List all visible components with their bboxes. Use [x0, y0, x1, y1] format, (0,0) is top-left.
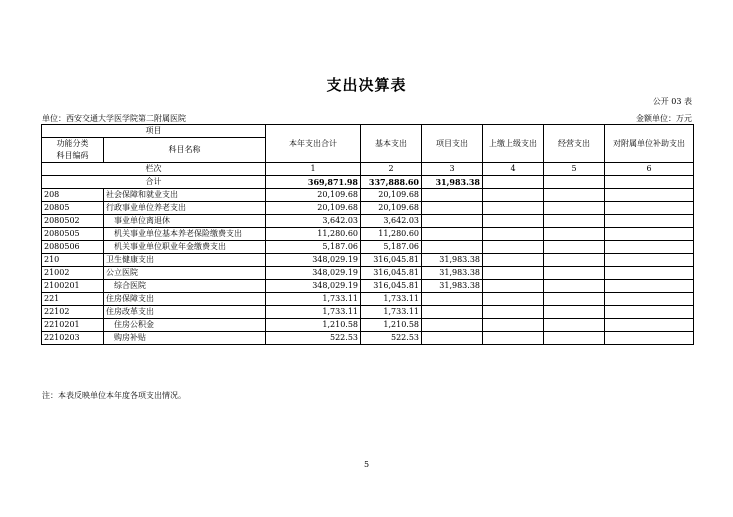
amount-cell	[422, 189, 483, 202]
subject-code: 2080502	[42, 215, 104, 228]
col-number: 6	[605, 163, 694, 176]
amount-cell: 20,109.68	[266, 202, 361, 215]
col-number: 2	[361, 163, 422, 176]
amount-cell	[544, 241, 605, 254]
table-row	[42, 215, 694, 228]
subject-code: 21002	[42, 267, 104, 280]
table-row	[42, 254, 694, 267]
subject-code: 20805	[42, 202, 104, 215]
subject-name: 卫生健康支出	[104, 254, 266, 267]
amount-cell: 1,210.58	[361, 319, 422, 332]
amount-cell: 1,733.11	[361, 293, 422, 306]
header-col-6: 对附属单位补助支出	[605, 125, 694, 163]
amount-cell: 31,983.38	[422, 267, 483, 280]
amount-cell	[605, 241, 694, 254]
row-label: 栏次	[42, 163, 266, 176]
amount-cell: 20,109.68	[266, 189, 361, 202]
table-row	[42, 202, 694, 215]
total-value: 369,871.98	[266, 176, 361, 189]
subject-name: 事业单位离退休	[104, 215, 266, 228]
header-col-3: 项目支出	[422, 125, 483, 163]
amount-cell: 348,029.19	[266, 267, 361, 280]
amount-cell	[422, 306, 483, 319]
amount-cell	[483, 319, 544, 332]
amount-cell	[483, 254, 544, 267]
header-col-1: 本年支出合计	[266, 125, 361, 163]
header-item: 项目	[42, 125, 266, 138]
subject-name: 机关事业单位职业年金缴费支出	[104, 241, 266, 254]
amount-cell	[544, 215, 605, 228]
table-row	[42, 189, 694, 202]
header-row-item	[42, 125, 694, 138]
table-row	[42, 319, 694, 332]
amount-cell	[483, 241, 544, 254]
subject-code: 22102	[42, 306, 104, 319]
amount-cell	[544, 293, 605, 306]
table-note: 注：本表反映单位本年度各项支出情况。	[42, 391, 186, 400]
amount-cell	[422, 215, 483, 228]
amount-cell	[422, 228, 483, 241]
amount-cell	[544, 306, 605, 319]
subject-name: 行政事业单位养老支出	[104, 202, 266, 215]
col-number: 3	[422, 163, 483, 176]
amount-cell: 3,642.03	[361, 215, 422, 228]
amount-unit: 金额单位：万元	[636, 114, 692, 123]
subject-code: 2080506	[42, 241, 104, 254]
reporting-unit: 单位：西安交通大学医学院第二附属医院	[42, 114, 186, 123]
amount-cell: 20,109.68	[361, 189, 422, 202]
amount-cell	[422, 319, 483, 332]
amount-cell	[544, 202, 605, 215]
amount-cell: 1,733.11	[266, 293, 361, 306]
amount-cell: 31,983.38	[422, 254, 483, 267]
amount-cell	[422, 293, 483, 306]
amount-cell	[605, 189, 694, 202]
header-name: 科目名称	[104, 138, 266, 163]
amount-cell	[483, 215, 544, 228]
table-row	[42, 228, 694, 241]
col-number: 5	[544, 163, 605, 176]
table-row	[42, 293, 694, 306]
total-row	[42, 176, 694, 189]
amount-cell	[483, 293, 544, 306]
amount-cell: 316,045.81	[361, 267, 422, 280]
table-row	[42, 306, 694, 319]
total-value	[544, 176, 605, 189]
amount-cell	[605, 254, 694, 267]
form-number: 公开 03 表	[652, 97, 692, 106]
subject-name: 综合医院	[104, 280, 266, 293]
amount-cell: 348,029.19	[266, 280, 361, 293]
subject-name: 社会保障和就业支出	[104, 189, 266, 202]
amount-cell: 522.53	[361, 332, 422, 345]
amount-cell	[483, 332, 544, 345]
table-row	[42, 280, 694, 293]
amount-cell	[483, 306, 544, 319]
amount-cell	[422, 202, 483, 215]
column-number-row	[42, 163, 694, 176]
total-value	[483, 176, 544, 189]
amount-cell: 5,187.06	[266, 241, 361, 254]
amount-cell: 522.53	[266, 332, 361, 345]
amount-cell	[605, 202, 694, 215]
col-number: 4	[483, 163, 544, 176]
amount-cell	[422, 241, 483, 254]
amount-cell: 1,210.58	[266, 319, 361, 332]
page-title: 支出决算表	[326, 76, 407, 94]
amount-cell	[544, 332, 605, 345]
subject-code: 2210201	[42, 319, 104, 332]
subject-name: 住房保障支出	[104, 293, 266, 306]
amount-cell	[483, 202, 544, 215]
amount-cell: 11,280.60	[266, 228, 361, 241]
subject-name: 住房公积金	[104, 319, 266, 332]
subject-code: 210	[42, 254, 104, 267]
header-col-4: 上缴上级支出	[483, 125, 544, 163]
amount-cell: 5,187.06	[361, 241, 422, 254]
total-label: 合计	[42, 176, 266, 189]
subject-name: 机关事业单位基本养老保险缴费支出	[104, 228, 266, 241]
amount-cell	[483, 267, 544, 280]
amount-cell: 11,280.60	[361, 228, 422, 241]
amount-cell: 20,109.68	[361, 202, 422, 215]
amount-cell	[605, 267, 694, 280]
subject-name: 住房改革支出	[104, 306, 266, 319]
amount-cell	[544, 254, 605, 267]
amount-cell: 3,642.03	[266, 215, 361, 228]
amount-cell	[544, 189, 605, 202]
header-col-2: 基本支出	[361, 125, 422, 163]
amount-cell: 348,029.19	[266, 254, 361, 267]
expenditure-table	[41, 124, 694, 345]
amount-cell: 316,045.81	[361, 254, 422, 267]
subject-name: 公立医院	[104, 267, 266, 280]
amount-cell	[605, 228, 694, 241]
table-row	[42, 267, 694, 280]
subject-code: 221	[42, 293, 104, 306]
amount-cell	[605, 293, 694, 306]
subject-code: 2210203	[42, 332, 104, 345]
amount-cell	[605, 215, 694, 228]
table-row	[42, 241, 694, 254]
col-number: 1	[266, 163, 361, 176]
amount-cell: 31,983.38	[422, 280, 483, 293]
amount-cell	[605, 280, 694, 293]
amount-cell	[605, 306, 694, 319]
amount-cell: 316,045.81	[361, 280, 422, 293]
subject-code: 2080505	[42, 228, 104, 241]
amount-cell	[544, 228, 605, 241]
subject-name: 购房补贴	[104, 332, 266, 345]
total-value: 337,888.60	[361, 176, 422, 189]
header-col-5: 经营支出	[544, 125, 605, 163]
amount-cell	[544, 319, 605, 332]
amount-cell: 1,733.11	[266, 306, 361, 319]
page-number: 5	[363, 460, 370, 469]
subject-code: 208	[42, 189, 104, 202]
subject-code: 2100201	[42, 280, 104, 293]
amount-cell	[605, 332, 694, 345]
amount-cell	[483, 228, 544, 241]
amount-cell	[483, 189, 544, 202]
total-value: 31,983.38	[422, 176, 483, 189]
amount-cell	[544, 280, 605, 293]
amount-cell	[422, 332, 483, 345]
amount-cell	[605, 319, 694, 332]
table-row	[42, 332, 694, 345]
total-value	[605, 176, 694, 189]
amount-cell: 1,733.11	[361, 306, 422, 319]
amount-cell	[483, 280, 544, 293]
amount-cell	[544, 267, 605, 280]
header-code: 功能分类 科目编码	[42, 138, 104, 163]
